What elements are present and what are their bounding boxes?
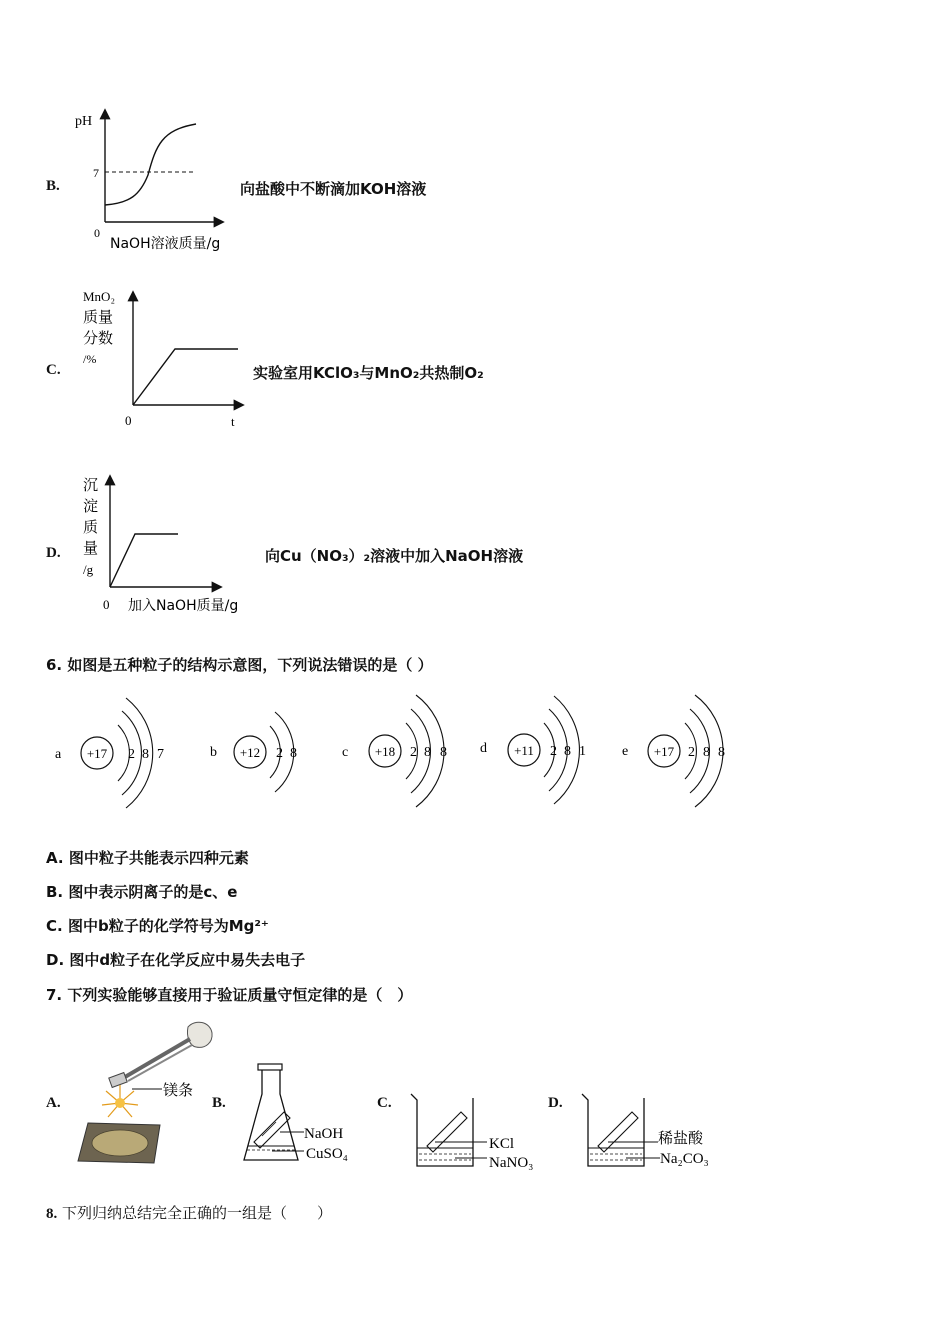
electron-shell-3: 1	[579, 744, 586, 759]
question-text: 如图是五种粒子的结构示意图，下列说法错误的是（ ）	[67, 656, 433, 674]
y-label-line-3: 质	[83, 518, 99, 536]
precipitate-line	[110, 534, 178, 587]
naoh-label: NaOH	[304, 1126, 344, 1142]
nucleus-charge: +17	[86, 746, 108, 761]
electron-shell-2: 8	[142, 747, 149, 762]
particle-e	[622, 695, 725, 807]
question-number: 8.	[46, 1206, 58, 1222]
q6-option-b[interactable]	[46, 881, 237, 902]
y-label-line-1: MnO₂	[83, 289, 115, 304]
question-6-stem	[46, 654, 433, 675]
option-letter: D.	[46, 951, 65, 969]
option-letter: A.	[46, 849, 64, 867]
particle-b	[210, 712, 297, 792]
electron-shell-2: 8	[703, 745, 710, 760]
tongs	[125, 1039, 190, 1077]
y-label-line-5: /g	[83, 562, 94, 577]
cuso4-label: CuSO₄	[306, 1146, 348, 1162]
option-text: 图中d粒子在化学反应中易失去电子	[69, 951, 306, 969]
nucleus-charge: +11	[514, 743, 534, 758]
ph-curve	[105, 124, 196, 205]
hand-icon	[187, 1022, 212, 1047]
particle-label: a	[55, 747, 62, 762]
beaker-hcl-apparatus	[576, 1090, 726, 1172]
electron-shell-2: 8	[424, 745, 431, 760]
mno2-line	[133, 349, 238, 405]
q6-option-d[interactable]	[46, 949, 305, 970]
q7-option-a-letter[interactable]: A.	[46, 1095, 61, 1111]
question-7-stem	[46, 984, 412, 1005]
precipitate-graph	[78, 472, 263, 617]
particle-a	[55, 698, 164, 808]
particle-d	[480, 696, 586, 804]
magnesium-burning-apparatus	[70, 1015, 215, 1170]
q7-option-d-letter[interactable]: D.	[548, 1095, 563, 1111]
question-number: 7.	[46, 986, 63, 1004]
beaker	[582, 1094, 644, 1166]
nano3-label: NaNO₃	[489, 1155, 534, 1171]
q6-option-c[interactable]	[46, 915, 269, 936]
electron-shell-1: 2	[276, 746, 283, 761]
y-label-line-4: /%	[83, 352, 97, 366]
question-8-stem	[46, 1202, 332, 1223]
option-c-letter: C.	[46, 362, 61, 378]
test-tube	[254, 1112, 290, 1148]
option-b-letter: B.	[46, 178, 60, 194]
particle-label: c	[342, 745, 349, 760]
particle-label: b	[210, 745, 217, 760]
electron-shell-3: 8	[718, 745, 725, 760]
test-tube	[427, 1112, 467, 1152]
electron-shell-1: 2	[688, 745, 695, 760]
option-c-description: 实验室用KClO₃与MnO₂共热制O₂	[253, 364, 484, 382]
electron-shell-3: 8	[440, 745, 447, 760]
hcl-label: 稀盐酸	[658, 1129, 704, 1147]
na2co3-label: Na₂CO₃	[660, 1151, 709, 1167]
y-label-line-4: 量	[83, 539, 99, 557]
option-d-description: 向Cu（NO₃）₂溶液中加入NaOH溶液	[265, 547, 524, 565]
option-text: 图中粒子共能表示四种元素	[68, 849, 249, 867]
particle-label: d	[480, 741, 487, 756]
option-d-letter: D.	[46, 545, 61, 561]
y-label-line-1: 沉	[83, 476, 99, 494]
option-text: 图中表示阴离子的是c、e	[68, 883, 238, 901]
test-tube	[598, 1112, 638, 1152]
option-text: 图中b粒子的化学符号为Mg²⁺	[67, 917, 269, 935]
nucleus-charge: +17	[653, 744, 675, 759]
nucleus-charge: +18	[374, 744, 396, 759]
nucleus-charge: +12	[239, 745, 261, 760]
ph-curve-graph	[70, 105, 240, 255]
flask-apparatus	[232, 1060, 362, 1170]
origin-label: 0	[94, 226, 100, 240]
particle-label: e	[622, 744, 629, 759]
magnesium-label: 镁条	[163, 1081, 194, 1099]
beaker-kcl-apparatus	[405, 1090, 555, 1172]
mno2-fraction-graph	[80, 285, 250, 435]
y-label-line-2: 质量	[83, 308, 114, 326]
stopper	[258, 1064, 282, 1070]
electron-shell-2: 8	[564, 744, 571, 759]
y-label-line-2: 淀	[83, 497, 99, 515]
electron-shell-2: 8	[290, 746, 297, 761]
question-text: 下列归纳总结完全正确的一组是（ ）	[62, 1204, 333, 1222]
option-letter: B.	[46, 883, 64, 901]
x-axis-label: t	[231, 414, 235, 429]
x-axis-label: NaOH溶液质量/g	[110, 236, 221, 252]
particle-diagrams	[40, 690, 760, 810]
q7-option-b-letter[interactable]: B.	[212, 1095, 226, 1111]
particle-c	[342, 695, 447, 807]
y-axis-label: pH	[75, 114, 93, 129]
y-tick-7: 7	[93, 166, 99, 180]
x-axis-label: 加入NaOH质量/g	[128, 598, 239, 614]
electron-shell-3: 7	[157, 747, 164, 762]
y-label-line-3: 分数	[83, 329, 114, 347]
electron-shell-1: 2	[128, 747, 135, 762]
origin-label: 0	[125, 413, 132, 428]
origin-label: 0	[103, 597, 110, 612]
q6-option-a[interactable]	[46, 847, 249, 868]
q7-option-c-letter[interactable]: C.	[377, 1095, 392, 1111]
electron-shell-1: 2	[410, 745, 417, 760]
beaker	[411, 1094, 473, 1166]
kcl-label: KCl	[489, 1136, 515, 1152]
option-b-description: 向盐酸中不断滴加KOH溶液	[240, 180, 427, 198]
question-text: 下列实验能够直接用于验证质量守恒定律的是（ ）	[67, 986, 413, 1004]
electron-shell-1: 2	[550, 744, 557, 759]
option-letter: C.	[46, 917, 63, 935]
question-number: 6.	[46, 656, 63, 674]
